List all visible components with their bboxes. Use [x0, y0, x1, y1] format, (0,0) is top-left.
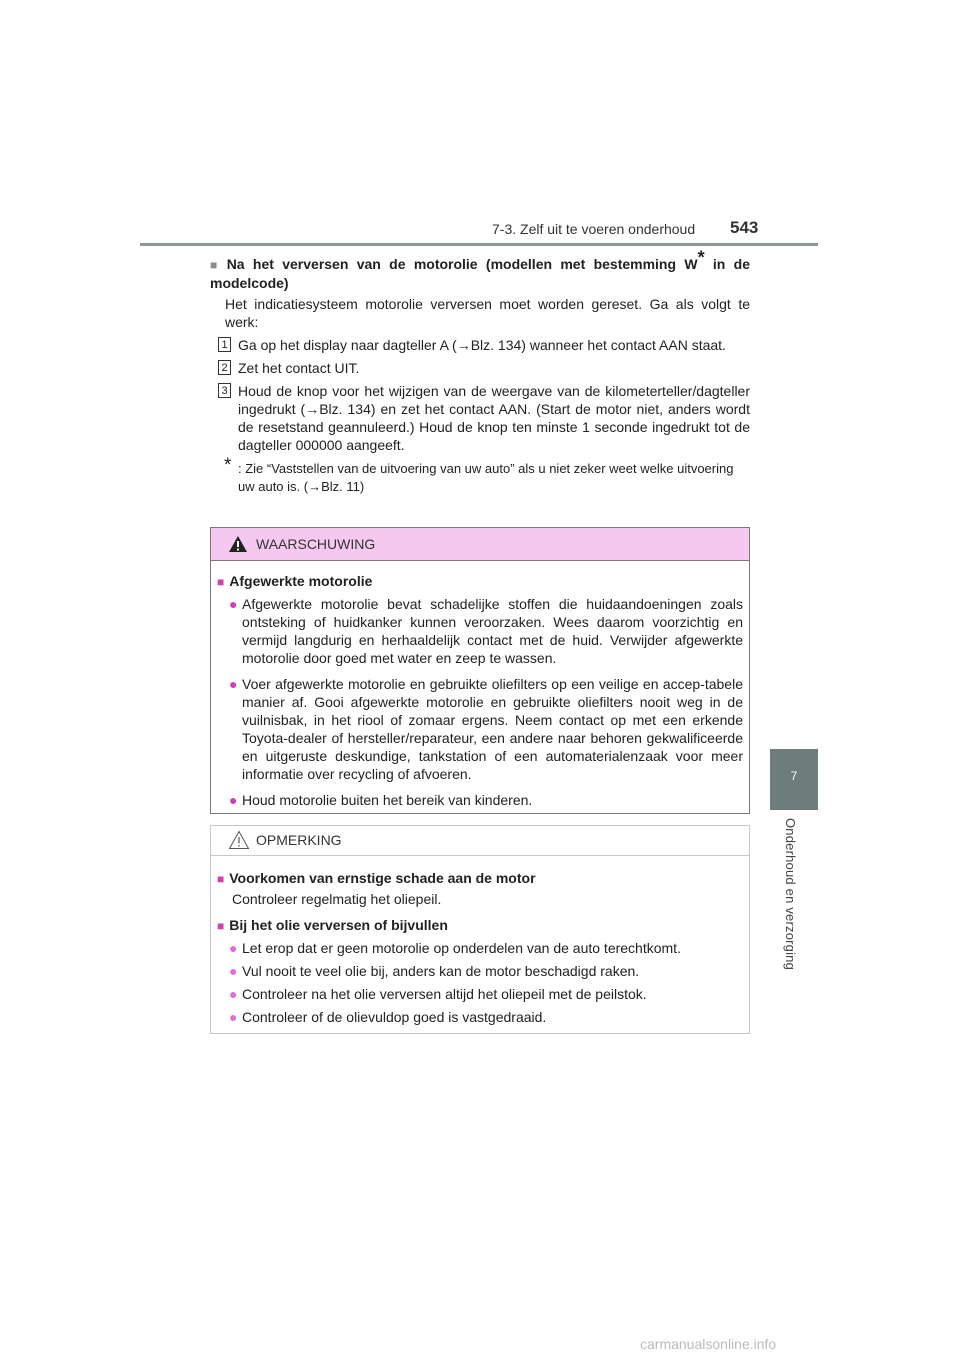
- step-number: 1: [218, 337, 231, 352]
- bullet-dot-icon: ●: [229, 596, 238, 612]
- asterisk-marker: *: [697, 247, 705, 268]
- note-box: [210, 825, 750, 1034]
- watermark: carmanualsonline.info: [640, 1336, 777, 1352]
- list-item: ● Vul nooit te veel olie bij, anders kan de motor beschadigd raken.: [229, 963, 640, 979]
- bullet-dot-icon: ●: [229, 1009, 238, 1025]
- page-number: 543: [730, 218, 759, 237]
- warning-heading: ■ Afgewerkte motorolie: [217, 573, 373, 589]
- step-3: [210, 382, 750, 454]
- chapter-tab: [770, 749, 818, 810]
- section-title: 7-3. Zelf uit te voeren onderhoud: [492, 221, 696, 237]
- step-number: 2: [218, 360, 231, 375]
- bullet-dot-icon: ●: [229, 986, 238, 1002]
- list-item: ● Voer afgewerkte motorolie en gebruikte oliefilters op een veilige en accep-tabele manier af. Gooi afgewerkte motorolie en gebruikte oliefilters nooit weg in de vuilnisbak, in het riool of zomaar ergens. Neem contact op met een erkende Toyota-dealer of hersteller/reparateur, een andere naar behoren gekwalificeerde en uitgeruste deskundige, tankstation of een automaterialenzaak voor meer informatie over recycling of afvoeren.: [229, 676, 743, 782]
- note-heading-2: ■ Bij het olie verversen of bijvullen: [217, 917, 448, 933]
- note-text: Controleer regelmatig het oliepeil.: [232, 891, 442, 907]
- square-bullet-icon: ■: [217, 919, 225, 933]
- intro-paragraph: Het indicatiesysteem motorolie verversen moet worden gereset. Ga als volgt te werk:: [225, 296, 750, 330]
- header-rule: [140, 243, 818, 246]
- chapter-title: Onderhoud en verzorging: [783, 818, 798, 971]
- list-item: ● Controleer of de olievuldop goed is vastgedraaid.: [229, 1009, 547, 1025]
- step-text: Zet het contact UIT.: [238, 360, 360, 376]
- square-bullet-icon: ■: [217, 575, 225, 589]
- caution-triangle-icon: [228, 830, 250, 855]
- warning-header: [211, 528, 749, 561]
- note-heading-1: ■ Voorkomen van ernstige schade aan de motor: [217, 870, 536, 886]
- step-text: Houd de knop voor het wijzigen van de weergave van de kilometerteller/dagteller ingedrukt (→Blz. 134) en zet het contact AAN. (Start de motor niet, anders wordt de resetstand geannuleerd.) Houd de knop ten minste 1 seconde ingedrukt tot de dagteller 000000 aangeeft.: [238, 383, 750, 453]
- note-header: [211, 826, 749, 856]
- step-text: Ga op het display naar dagteller A (→Blz. 134) wanneer het contact AAN staat.: [238, 337, 726, 353]
- bullet-dot-icon: ●: [229, 940, 238, 956]
- footnote-text: : Zie “Vaststellen van de uitvoering van uw auto” als u niet zeker weet welke uitvoering uw auto is. (→Blz. 11): [238, 461, 734, 494]
- note-title: OPMERKING: [256, 832, 342, 848]
- step-1: [210, 336, 750, 354]
- section-heading: ■ Na het verversen van de motorolie (modellen met bestemming W* in de modelcode): [210, 247, 751, 291]
- bullet-dot-icon: ●: [229, 792, 238, 808]
- chapter-number: 7: [790, 769, 798, 783]
- asterisk-marker: *: [224, 455, 232, 476]
- step-2: [210, 359, 750, 377]
- list-item: ● Houd motorolie buiten het bereik van kinderen.: [229, 792, 533, 808]
- bullet-dot-icon: ●: [229, 676, 238, 692]
- square-bullet-icon: ■: [217, 872, 225, 886]
- list-item: ● Controleer na het olie verversen altijd het oliepeil met de peilstok.: [229, 986, 647, 1002]
- list-item: ● Afgewerkte motorolie bevat schadelijke stoffen die huidaandoeningen zoals ontsteking of huidkanker kunnen veroorzaken. Wees daarom voorzichtig en vermijd langdurig en herhaaldelijk contact met de huid. Verwijder afgewerkte motorolie door goed met water en zeep te wassen.: [229, 596, 743, 666]
- square-bullet-icon: ■: [210, 258, 222, 272]
- list-item: ● Let erop dat er geen motorolie op onderdelen van de auto terechtkomt.: [229, 940, 681, 956]
- footnote: [210, 455, 750, 496]
- warning-title: WAARSCHUWING: [256, 536, 376, 552]
- main-content: [210, 247, 751, 496]
- warning-triangle-icon: [228, 535, 248, 558]
- warning-box: [210, 527, 750, 814]
- step-number: 3: [218, 383, 231, 398]
- bullet-dot-icon: ●: [229, 963, 238, 979]
